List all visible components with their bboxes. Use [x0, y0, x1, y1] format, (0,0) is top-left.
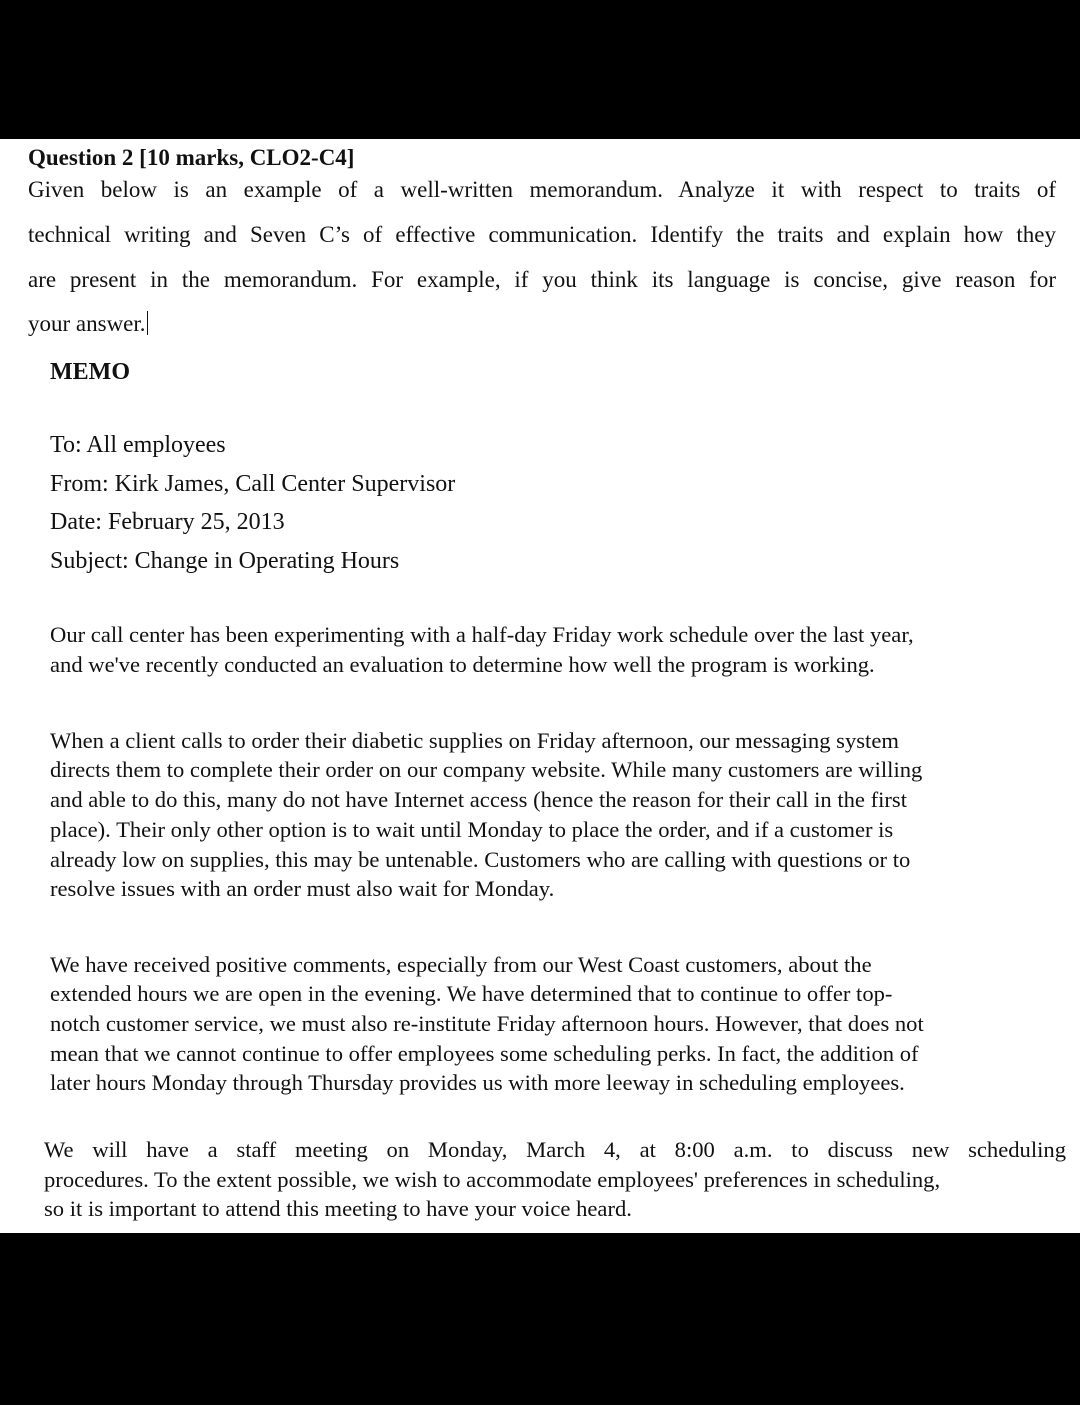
- memo-paragraph-2-line: resolve issues with an order must also wait for Monday.: [50, 876, 555, 901]
- memo-from: From: Kirk James, Call Center Supervisor: [50, 471, 456, 497]
- top-black-bar: [0, 0, 1080, 139]
- memo-paragraph-4-line: We will have a staff meeting on Monday, March 4, at 8:00 a.m. to discuss new scheduling: [44, 1137, 1066, 1162]
- text-cursor: [147, 311, 149, 335]
- question-line: are present in the memorandum. For example, if you think its language is concise, give reason for: [28, 267, 1056, 292]
- memo-to: To: All employees: [50, 432, 226, 458]
- memo-paragraph-2-line: already low on supplies, this may be untenable. Customers who are calling with questions or to: [50, 847, 911, 872]
- memo-title: MEMO: [50, 359, 130, 385]
- memo-paragraph-1-line: and we've recently conducted an evaluation to determine how well the program is working.: [50, 652, 875, 677]
- memo-paragraph-2-line: and able to do this, many do not have Internet access (hence the reason for their call in the first: [50, 787, 907, 812]
- question-line: Given below is an example of a well-written memorandum. Analyze it with respect to traits of: [28, 177, 1056, 202]
- memo-date: Date: February 25, 2013: [50, 509, 285, 535]
- document-page: [0, 139, 1080, 1233]
- question-title: Question 2 [10 marks, CLO2-C4]: [28, 145, 355, 170]
- question-line-last[interactable]: [28, 309, 148, 339]
- memo-paragraph-1-line: Our call center has been experimenting with a half-day Friday work schedule over the last year,: [50, 622, 914, 647]
- memo-paragraph-3-line: We have received positive comments, especially from our West Coast customers, about the: [50, 952, 872, 977]
- memo-paragraph-3-line: later hours Monday through Thursday provides us with more leeway in scheduling employees.: [50, 1070, 905, 1095]
- memo-paragraph-2-line: place). Their only other option is to wait until Monday to place the order, and if a customer is: [50, 817, 894, 842]
- memo-paragraph-2-line: When a client calls to order their diabetic supplies on Friday afternoon, our messaging system: [50, 728, 899, 753]
- bottom-black-bar: [0, 1233, 1080, 1405]
- memo-paragraph-3-line: notch customer service, we must also re-institute Friday afternoon hours. However, that does not: [50, 1011, 924, 1036]
- memo-subject: Subject: Change in Operating Hours: [50, 548, 400, 574]
- memo-paragraph-3-line: extended hours we are open in the evening. We have determined that to continue to offer top-: [50, 981, 893, 1006]
- question-line: your answer.: [28, 311, 146, 336]
- question-line: technical writing and Seven C’s of effective communication. Identify the traits and explain how they: [28, 222, 1056, 247]
- memo-paragraph-3-line: mean that we cannot continue to offer employees some scheduling perks. In fact, the addition of: [50, 1041, 919, 1066]
- memo-paragraph-4-line: so it is important to attend this meeting to have your voice heard.: [44, 1196, 632, 1221]
- memo-paragraph-4-line: procedures. To the extent possible, we wish to accommodate employees' preferences in scheduling,: [44, 1167, 941, 1192]
- memo-paragraph-2-line: directs them to complete their order on our company website. While many customers are willing: [50, 757, 923, 782]
